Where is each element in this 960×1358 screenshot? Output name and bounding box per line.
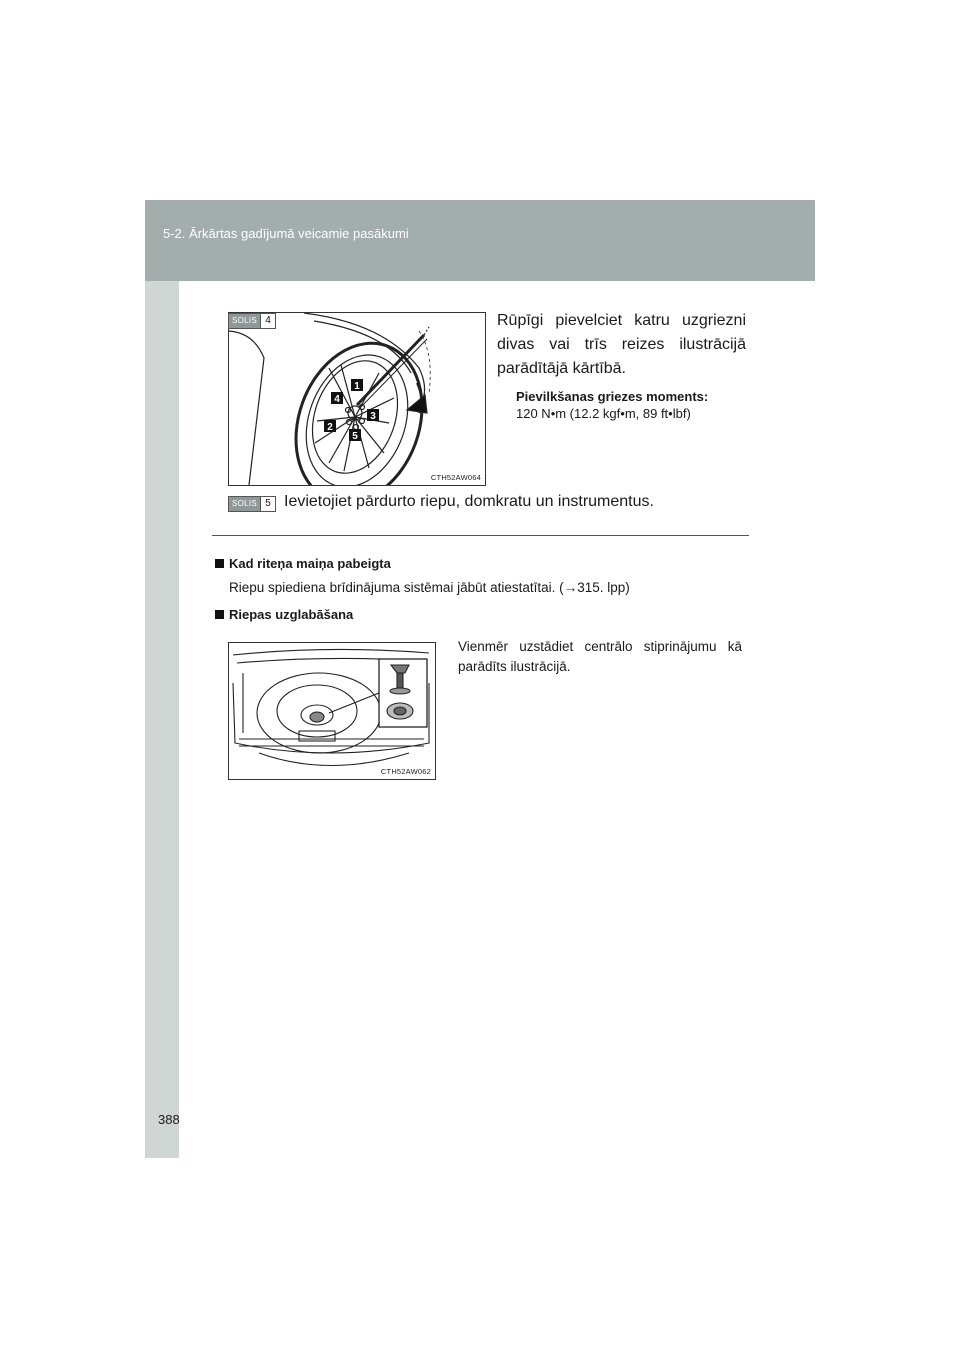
section-heading-wheel-change-done: [215, 556, 391, 571]
step-badge-label: SOLIS: [229, 314, 260, 328]
lug-label-3: 3: [370, 411, 376, 422]
step-4-instruction: Rūpīgi pievelciet katru uzgriezni divas vai trīs reizes ilustrācijā parādītājā kārtībā.: [497, 312, 746, 377]
section-body-tire-storage: Vienmēr uzstādiet centrālo stiprinājumu kā parādīts ilustrācijā.: [458, 639, 742, 674]
wheel-drawing: [229, 313, 485, 485]
lug-label-4: 4: [334, 394, 340, 405]
trunk-drawing: [229, 643, 435, 779]
section-heading-tire-storage: [215, 607, 353, 622]
section-heading-text: Kad riteņa maiņa pabeigta: [229, 556, 391, 571]
bullet-square-icon: [215, 559, 224, 568]
torque-label: Pievilkšanas griezes moments:: [516, 389, 709, 404]
section-body-text: Riepu spiediena brīdinājuma sistēmai jābūt atiestatītai. (: [229, 580, 564, 595]
section-body-wheel-change-done: [229, 580, 630, 595]
wheel-tightening-illustration: [228, 312, 486, 486]
lug-label-5: 5: [352, 431, 358, 442]
step-badge-label: SOLIS: [229, 497, 260, 511]
figure-code: CTH52AW064: [430, 473, 481, 482]
figure-code: CTH52AW062: [380, 767, 431, 776]
step-badge-number: 4: [260, 314, 275, 328]
chapter-title: 5-2. Ārkārtas gadījumā veicamie pasākumi: [163, 226, 409, 241]
lug-label-2: 2: [327, 422, 333, 433]
step-5-badge: [228, 496, 276, 512]
chapter-header: [145, 200, 815, 281]
section-divider: [212, 535, 749, 536]
bullet-square-icon: [215, 610, 224, 619]
tire-storage-illustration: [228, 642, 436, 780]
lug-label-1: 1: [354, 381, 360, 392]
step-badge-number: 5: [260, 497, 275, 511]
page-reference-link[interactable]: 315. lpp): [577, 580, 630, 595]
page-number: 388: [158, 1112, 180, 1127]
step-4-badge: [228, 313, 276, 329]
section-heading-text: Riepas uzglabāšana: [229, 607, 354, 622]
page-ref-arrow-icon: →: [563, 580, 578, 595]
torque-value: 120 N•m (12.2 kgf•m, 89 ft•lbf): [516, 406, 691, 421]
left-margin-band: [145, 200, 179, 1158]
step-5-instruction: Ievietojiet pārdurto riepu, domkratu un instrumentus.: [284, 493, 654, 510]
